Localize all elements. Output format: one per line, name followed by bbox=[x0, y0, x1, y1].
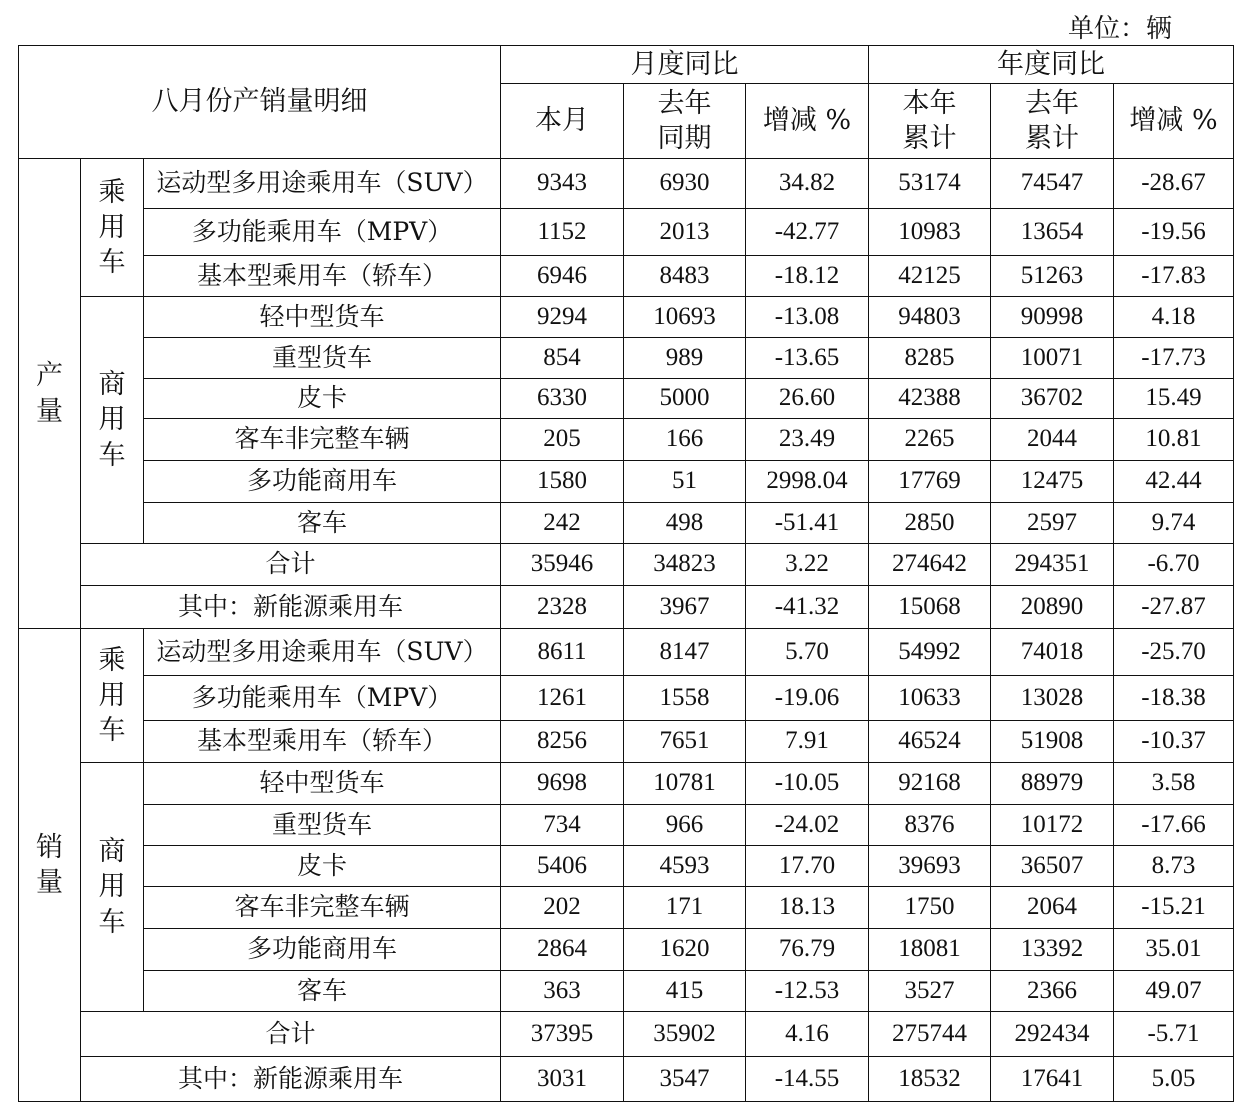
category-label-passenger-text: 乘用车 bbox=[98, 644, 126, 747]
table-row-value: 10633 bbox=[869, 676, 991, 721]
total-row-value: -6.70 bbox=[1114, 544, 1234, 586]
nev-row-value: 3031 bbox=[501, 1057, 624, 1102]
row-name: 轻中型货车 bbox=[144, 297, 501, 338]
category-label-commercial-text: 商用车 bbox=[98, 369, 126, 471]
row-name: 客车非完整车辆 bbox=[144, 887, 501, 929]
table-row-value: 74547 bbox=[991, 159, 1114, 209]
table-row-value: 415 bbox=[624, 971, 746, 1012]
table-row-value: -42.77 bbox=[746, 209, 869, 256]
total-row-value: -5.71 bbox=[1114, 1012, 1234, 1057]
table-row-value: 51263 bbox=[991, 256, 1114, 297]
table-row bbox=[19, 461, 1234, 503]
col-header-this-month: 本月 bbox=[501, 84, 624, 159]
table-row-value: -25.70 bbox=[1114, 629, 1234, 676]
table-body bbox=[19, 46, 1234, 1102]
table-row-value: 8.73 bbox=[1114, 846, 1234, 887]
table-row-value: 8256 bbox=[501, 721, 624, 763]
table-row-value: 2013 bbox=[624, 209, 746, 256]
table-row-value: 90998 bbox=[991, 297, 1114, 338]
table-row bbox=[19, 338, 1234, 379]
row-name: 多功能乘用车（MPV） bbox=[144, 209, 501, 256]
table-row-value: -28.67 bbox=[1114, 159, 1234, 209]
nev-row-value: -14.55 bbox=[746, 1057, 869, 1102]
table-row-value: 1620 bbox=[624, 929, 746, 971]
unit-label: 单位：辆 bbox=[1067, 14, 1172, 44]
nev-row-value: 20890 bbox=[991, 586, 1114, 629]
nev-row-value: 5.05 bbox=[1114, 1057, 1234, 1102]
table-row-value: 6330 bbox=[501, 379, 624, 419]
col-header-this-year-cum bbox=[869, 84, 991, 159]
table-row bbox=[19, 929, 1234, 971]
table-row-value: 498 bbox=[624, 503, 746, 544]
table-row-value: 363 bbox=[501, 971, 624, 1012]
category-label-passenger bbox=[81, 159, 144, 297]
table-row-value: 3527 bbox=[869, 971, 991, 1012]
row-name: 多功能商用车 bbox=[144, 929, 501, 971]
col-header-last-year-cum bbox=[991, 84, 1114, 159]
table-row-value: 35.01 bbox=[1114, 929, 1234, 971]
total-row-value: 37395 bbox=[501, 1012, 624, 1057]
nev-label: 其中：新能源乘用车 bbox=[81, 586, 501, 629]
table-row-value: 49.07 bbox=[1114, 971, 1234, 1012]
nev-row-value: 17641 bbox=[991, 1057, 1114, 1102]
table-row-value: 242 bbox=[501, 503, 624, 544]
table-row-value: 171 bbox=[624, 887, 746, 929]
table-row-value: 966 bbox=[624, 805, 746, 846]
table-row-value: -51.41 bbox=[746, 503, 869, 544]
table-row-value: 202 bbox=[501, 887, 624, 929]
table-row-value: -12.53 bbox=[746, 971, 869, 1012]
table-row bbox=[19, 846, 1234, 887]
table-row-value: 1750 bbox=[869, 887, 991, 929]
table-row-value: 166 bbox=[624, 419, 746, 461]
row-name: 皮卡 bbox=[144, 379, 501, 419]
table-row-value: 3.58 bbox=[1114, 763, 1234, 805]
nev-row-value: 3967 bbox=[624, 586, 746, 629]
table-row-value: 10.81 bbox=[1114, 419, 1234, 461]
category-label-passenger bbox=[81, 629, 144, 763]
table-row-value: 42.44 bbox=[1114, 461, 1234, 503]
nev-row-value: 2328 bbox=[501, 586, 624, 629]
section-label bbox=[19, 629, 81, 1102]
table-row-value: 1261 bbox=[501, 676, 624, 721]
table-row-value: 9294 bbox=[501, 297, 624, 338]
table-row-value: 34.82 bbox=[746, 159, 869, 209]
table-row-value: -15.21 bbox=[1114, 887, 1234, 929]
table-row-value: -10.37 bbox=[1114, 721, 1234, 763]
nev-row-value: 15068 bbox=[869, 586, 991, 629]
table-row-value: 8376 bbox=[869, 805, 991, 846]
table-row bbox=[19, 209, 1234, 256]
table-row-value: 2597 bbox=[991, 503, 1114, 544]
table-row-value: 4.18 bbox=[1114, 297, 1234, 338]
table-row-value: 7651 bbox=[624, 721, 746, 763]
table-row bbox=[19, 159, 1234, 209]
section-label-text: 销量 bbox=[36, 831, 63, 898]
table-row-value: 734 bbox=[501, 805, 624, 846]
table-row-value: 1152 bbox=[501, 209, 624, 256]
row-name: 基本型乘用车（轿车） bbox=[144, 721, 501, 763]
table-row-value: 53174 bbox=[869, 159, 991, 209]
nev-row-value: -27.87 bbox=[1114, 586, 1234, 629]
row-name: 客车 bbox=[144, 971, 501, 1012]
table-row-value: -13.08 bbox=[746, 297, 869, 338]
table-row-value: 12475 bbox=[991, 461, 1114, 503]
table-row-value: 8483 bbox=[624, 256, 746, 297]
total-row bbox=[19, 544, 1234, 586]
total-row-value: 294351 bbox=[991, 544, 1114, 586]
table-row-value: 9343 bbox=[501, 159, 624, 209]
production-sales-table bbox=[18, 45, 1234, 1102]
col-header-last-year-cum-text: 去年累计 bbox=[1024, 87, 1079, 154]
table-row-value: -13.65 bbox=[746, 338, 869, 379]
table-row bbox=[19, 419, 1234, 461]
total-row-value: 35946 bbox=[501, 544, 624, 586]
table-row-value: 4593 bbox=[624, 846, 746, 887]
table-row bbox=[19, 256, 1234, 297]
total-row-value: 4.16 bbox=[746, 1012, 869, 1057]
section-label bbox=[19, 159, 81, 629]
table-row-value: 13654 bbox=[991, 209, 1114, 256]
table-row-value: 13028 bbox=[991, 676, 1114, 721]
table-row-value: 2998.04 bbox=[746, 461, 869, 503]
nev-row bbox=[19, 1057, 1234, 1102]
table-row-value: 18.13 bbox=[746, 887, 869, 929]
col-header-change-pct: 增减 % bbox=[746, 84, 869, 159]
table-row-value: 6930 bbox=[624, 159, 746, 209]
table-row-value: 51 bbox=[624, 461, 746, 503]
col-header-last-year-same-text: 去年同期 bbox=[657, 87, 712, 154]
row-name: 重型货车 bbox=[144, 805, 501, 846]
total-row-value: 34823 bbox=[624, 544, 746, 586]
row-name: 客车 bbox=[144, 503, 501, 544]
row-name: 运动型多用途乘用车（SUV） bbox=[144, 159, 501, 209]
group-header-monthly: 月度同比 bbox=[501, 46, 869, 84]
table-row bbox=[19, 297, 1234, 338]
category-label-commercial bbox=[81, 297, 144, 544]
table-row-value: 42388 bbox=[869, 379, 991, 419]
nev-row bbox=[19, 586, 1234, 629]
table-row-value: 2064 bbox=[991, 887, 1114, 929]
nev-row-value: 18532 bbox=[869, 1057, 991, 1102]
group-header-yearly: 年度同比 bbox=[869, 46, 1234, 84]
table-row-value: -19.56 bbox=[1114, 209, 1234, 256]
table-row-value: 5406 bbox=[501, 846, 624, 887]
table-row-value: -17.66 bbox=[1114, 805, 1234, 846]
row-name: 重型货车 bbox=[144, 338, 501, 379]
table-row-value: 6946 bbox=[501, 256, 624, 297]
nev-row-value: 3547 bbox=[624, 1057, 746, 1102]
total-row-value: 35902 bbox=[624, 1012, 746, 1057]
table-row-value: 5.70 bbox=[746, 629, 869, 676]
table-row-value: 205 bbox=[501, 419, 624, 461]
table-row-value: 88979 bbox=[991, 763, 1114, 805]
table-row-value: 94803 bbox=[869, 297, 991, 338]
table-row-value: 8285 bbox=[869, 338, 991, 379]
row-name: 轻中型货车 bbox=[144, 763, 501, 805]
table-row bbox=[19, 503, 1234, 544]
total-label: 合计 bbox=[81, 1012, 501, 1057]
total-row-value: 292434 bbox=[991, 1012, 1114, 1057]
table-row-value: -18.38 bbox=[1114, 676, 1234, 721]
table-row bbox=[19, 805, 1234, 846]
table-row bbox=[19, 763, 1234, 805]
nev-row-value: -41.32 bbox=[746, 586, 869, 629]
col-header-last-year-same bbox=[624, 84, 746, 159]
row-name: 多功能商用车 bbox=[144, 461, 501, 503]
total-row-value: 274642 bbox=[869, 544, 991, 586]
table-row-value: 92168 bbox=[869, 763, 991, 805]
table-row-value: 2044 bbox=[991, 419, 1114, 461]
table-row-value: -10.05 bbox=[746, 763, 869, 805]
category-label-commercial-text: 商用车 bbox=[98, 836, 126, 938]
table-row-value: 10172 bbox=[991, 805, 1114, 846]
total-row-value: 275744 bbox=[869, 1012, 991, 1057]
table-row-value: 2864 bbox=[501, 929, 624, 971]
col-header-this-year-cum-text: 本年累计 bbox=[902, 87, 957, 154]
table-row-value: 36702 bbox=[991, 379, 1114, 419]
table-row-value: 13392 bbox=[991, 929, 1114, 971]
table-row-value: 15.49 bbox=[1114, 379, 1234, 419]
table-row-value: 42125 bbox=[869, 256, 991, 297]
table-row-value: 1580 bbox=[501, 461, 624, 503]
table-row-value: 23.49 bbox=[746, 419, 869, 461]
table-row bbox=[19, 887, 1234, 929]
nev-label: 其中：新能源乘用车 bbox=[81, 1057, 501, 1102]
row-name: 客车非完整车辆 bbox=[144, 419, 501, 461]
table-row-value: 51908 bbox=[991, 721, 1114, 763]
table-row bbox=[19, 721, 1234, 763]
row-name: 基本型乘用车（轿车） bbox=[144, 256, 501, 297]
table-row-value: 2850 bbox=[869, 503, 991, 544]
table-row-value: 9.74 bbox=[1114, 503, 1234, 544]
section-label-text: 产量 bbox=[36, 360, 63, 427]
table-row bbox=[19, 629, 1234, 676]
table-row-value: 18081 bbox=[869, 929, 991, 971]
table-row-value: 2265 bbox=[869, 419, 991, 461]
table-row-value: 8147 bbox=[624, 629, 746, 676]
table-row bbox=[19, 971, 1234, 1012]
table-row-value: 2366 bbox=[991, 971, 1114, 1012]
table-row-value: -17.83 bbox=[1114, 256, 1234, 297]
table-row-value: 17.70 bbox=[746, 846, 869, 887]
table-row-value: -18.12 bbox=[746, 256, 869, 297]
row-name: 皮卡 bbox=[144, 846, 501, 887]
category-label-commercial bbox=[81, 763, 144, 1012]
category-label-passenger-text: 乘用车 bbox=[98, 176, 126, 279]
row-name: 运动型多用途乘用车（SUV） bbox=[144, 629, 501, 676]
table-row-value: 5000 bbox=[624, 379, 746, 419]
table-row-value: 76.79 bbox=[746, 929, 869, 971]
table-row bbox=[19, 379, 1234, 419]
col-header-change-pct-2: 增减 % bbox=[1114, 84, 1234, 159]
table-row-value: 74018 bbox=[991, 629, 1114, 676]
table-row-value: 46524 bbox=[869, 721, 991, 763]
total-label: 合计 bbox=[81, 544, 501, 586]
table-row-value: 10781 bbox=[624, 763, 746, 805]
table-row-value: 1558 bbox=[624, 676, 746, 721]
table-row-value: 17769 bbox=[869, 461, 991, 503]
table-row-value: 7.91 bbox=[746, 721, 869, 763]
table-row-value: 36507 bbox=[991, 846, 1114, 887]
total-row-value: 3.22 bbox=[746, 544, 869, 586]
table-row-value: -19.06 bbox=[746, 676, 869, 721]
table-row-value: 26.60 bbox=[746, 379, 869, 419]
table-row-value: 10071 bbox=[991, 338, 1114, 379]
table-row-value: 10693 bbox=[624, 297, 746, 338]
row-name: 多功能乘用车（MPV） bbox=[144, 676, 501, 721]
table-row-value: 10983 bbox=[869, 209, 991, 256]
total-row bbox=[19, 1012, 1234, 1057]
table-row-value: -17.73 bbox=[1114, 338, 1234, 379]
table-row-value: 54992 bbox=[869, 629, 991, 676]
corner-header: 八月份产销量明细 bbox=[19, 46, 501, 159]
table-row-value: 39693 bbox=[869, 846, 991, 887]
table-row bbox=[19, 676, 1234, 721]
table-row-value: 9698 bbox=[501, 763, 624, 805]
table-row-value: 854 bbox=[501, 338, 624, 379]
table-row-value: -24.02 bbox=[746, 805, 869, 846]
table-row-value: 989 bbox=[624, 338, 746, 379]
table-row-value: 8611 bbox=[501, 629, 624, 676]
